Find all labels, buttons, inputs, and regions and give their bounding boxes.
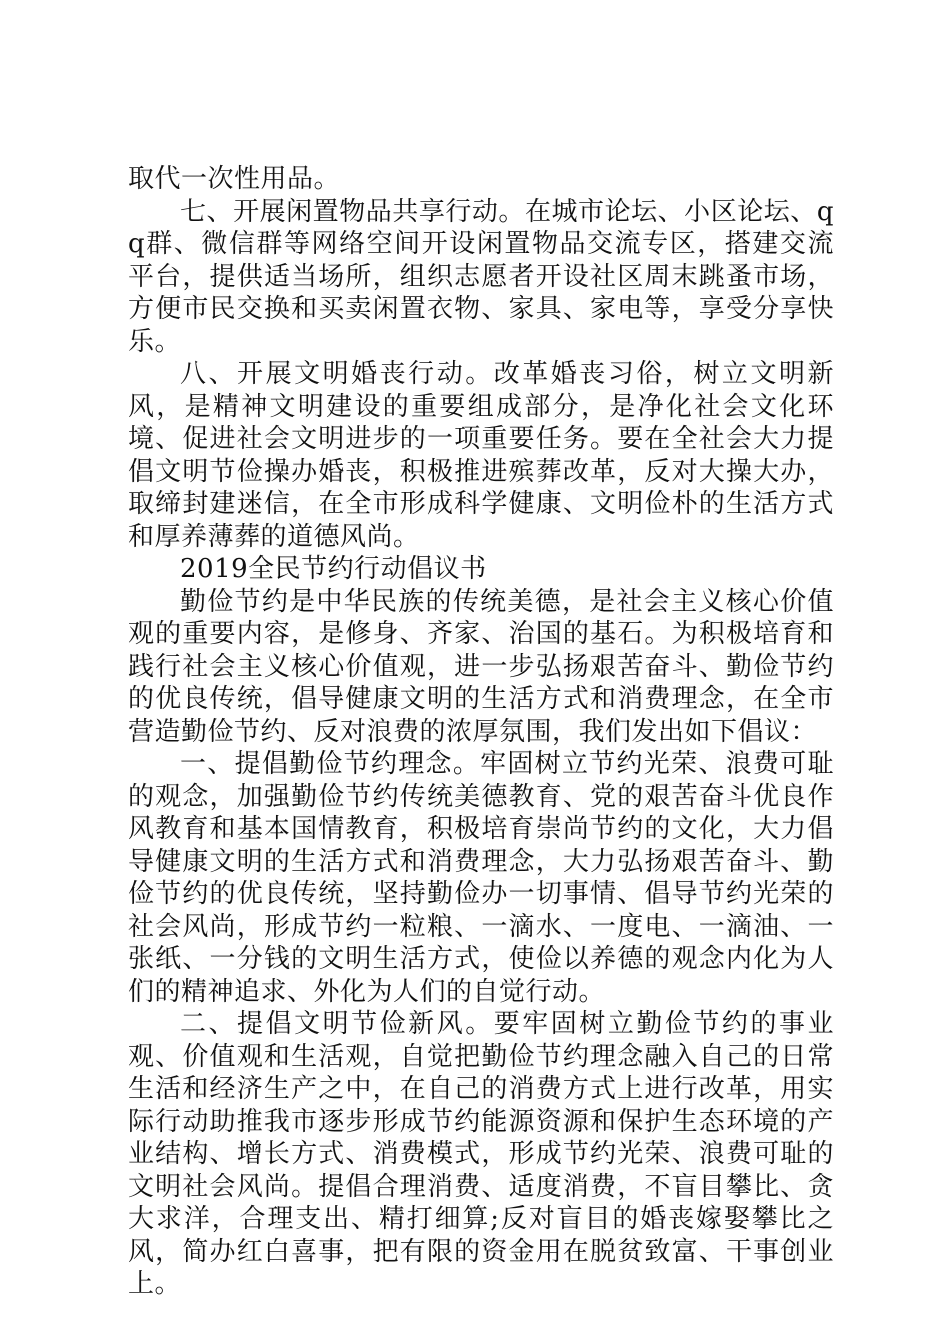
document-body (128, 163, 834, 1301)
paragraph-continuation: 取代一次性用品。 (128, 164, 341, 194)
paragraph-item-seven: 七、开展闲置物品共享行动。在城市论坛、小区论坛、qq群、微信群等网络空间开设闲置物品交流专区，搭建交流平台，提供适当场所，组织志愿者开设社区周末跳蚤市场，方便市民交换和买卖闲置衣物、家具、家电等，享受分享快乐。 (128, 196, 834, 357)
paragraph-item-eight: 八、开展文明婚丧行动。改革婚丧习俗，树立文明新风，是精神文明建设的重要组成部分，是净化社会文化环境、促进社会文明进步的一项重要任务。要在全社会大力提倡文明节俭操办婚丧，积极推进殡葬改革，反对大操大办，取缔封建迷信，在全市形成科学健康、文明俭朴的生活方式和厚养薄葬的道德风尚。 (128, 359, 834, 552)
section-title: 2019全民节约行动倡议书 (180, 554, 487, 584)
paragraph-intro: 勤俭节约是中华民族的传统美德，是社会主义核心价值观的重要内容，是修身、齐家、治国的基石。为积极培育和践行社会主义核心价值观，进一步弘扬艰苦奋斗、勤俭节约的优良传统，倡导健康文明的生活方式和消费理念，在全市营造勤俭节约、反对浪费的浓厚氛围，我们发出如下倡议： (128, 586, 834, 747)
paragraph-item-two: 二、提倡文明节俭新风。要牢固树立勤俭节约的事业观、价值观和生活观，自觉把勤俭节约理念融入自己的日常生活和经济生产之中，在自己的消费方式上进行改革，用实际行动助推我市逐步形成节约能源资源和保护生态环境的产业结构、增长方式、消费模式，形成节约光荣、浪费可耻的文明社会风尚。提倡合理消费、适度消费，不盲目攀比、贪大求洋，合理支出、精打细算;反对盲目的婚丧嫁娶攀比之风，简办红白喜事，把有限的资金用在脱贫致富、干事创业上。 (128, 1009, 834, 1299)
paragraph-item-one: 一、提倡勤俭节约理念。牢固树立节约光荣、浪费可耻的观念，加强勤俭节约传统美德教育、党的艰苦奋斗优良作风教育和基本国情教育，积极培育崇尚节约的文化，大力倡导健康文明的生活方式和消费理念，大力弘扬艰苦奋斗、勤俭节约的优良传统，坚持勤俭办一切事情、倡导节约光荣的社会风尚，形成节约一粒粮、一滴水、一度电、一滴油、一张纸、一分钱的文明生活方式，使俭以养德的观念内化为人们的精神追求、外化为人们的自觉行动。 (128, 749, 834, 1007)
